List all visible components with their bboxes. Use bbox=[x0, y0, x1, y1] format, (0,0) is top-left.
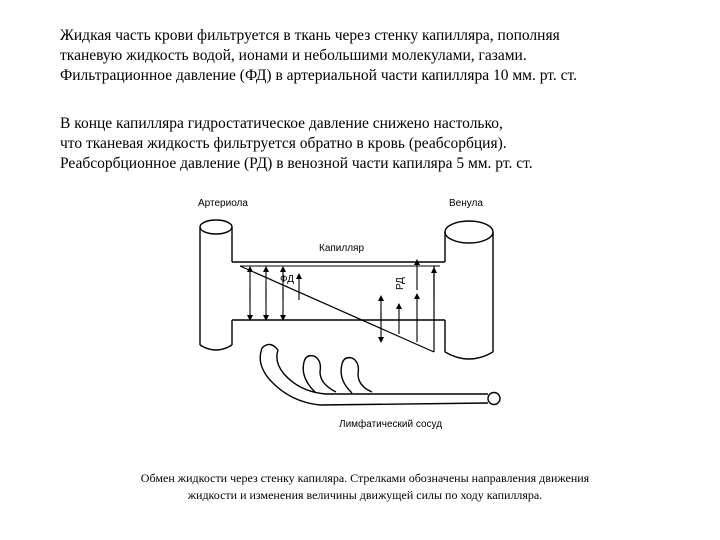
reabsorption-arrows bbox=[381, 262, 434, 342]
paragraph2-line1: В конце капилляра гидростатическое давление снижено настолько, bbox=[60, 115, 503, 132]
paragraph2-line2: что тканевая жидкость фильтруется обратно в кровь (реабсорбция). bbox=[60, 135, 507, 152]
figure-caption bbox=[70, 470, 660, 504]
caption-line1: Обмен жидкости через стенку капиляра. Стрелками обозначены направления движения bbox=[140, 471, 590, 485]
lymphatic-label: Лимфатический сосуд bbox=[339, 419, 443, 430]
venule-vessel bbox=[445, 221, 493, 359]
caption-line2: жидкости и изменения величины движущей силы по ходу капилляра. bbox=[187, 488, 543, 502]
arteriole-vessel bbox=[200, 220, 232, 350]
lymphatic-vessel bbox=[260, 344, 500, 405]
paragraph2-line3: Реабсорбционное давление (РД) в венозной части капиляра 5 мм. рт. ст. bbox=[60, 155, 533, 172]
fd-label: ФД bbox=[280, 274, 295, 285]
capillary-tube bbox=[232, 262, 445, 320]
arteriole-label: Артериола bbox=[198, 198, 248, 209]
venule-label: Венула bbox=[449, 198, 483, 209]
rd-label: РД bbox=[395, 277, 406, 290]
capillary-label: Капилляр bbox=[319, 243, 365, 254]
paragraph1-line1: Жидкая часть крови фильтруется в ткань через стенку капилляра, пополняя bbox=[60, 27, 560, 44]
paragraph1-line3: Фильтрационное давление (ФД) в артериальной части капилляра 10 мм. рт. ст. bbox=[60, 67, 577, 84]
paragraph1-line2: тканевую жидкость водой, ионами и небольшими молекулами, газами. bbox=[60, 47, 527, 64]
